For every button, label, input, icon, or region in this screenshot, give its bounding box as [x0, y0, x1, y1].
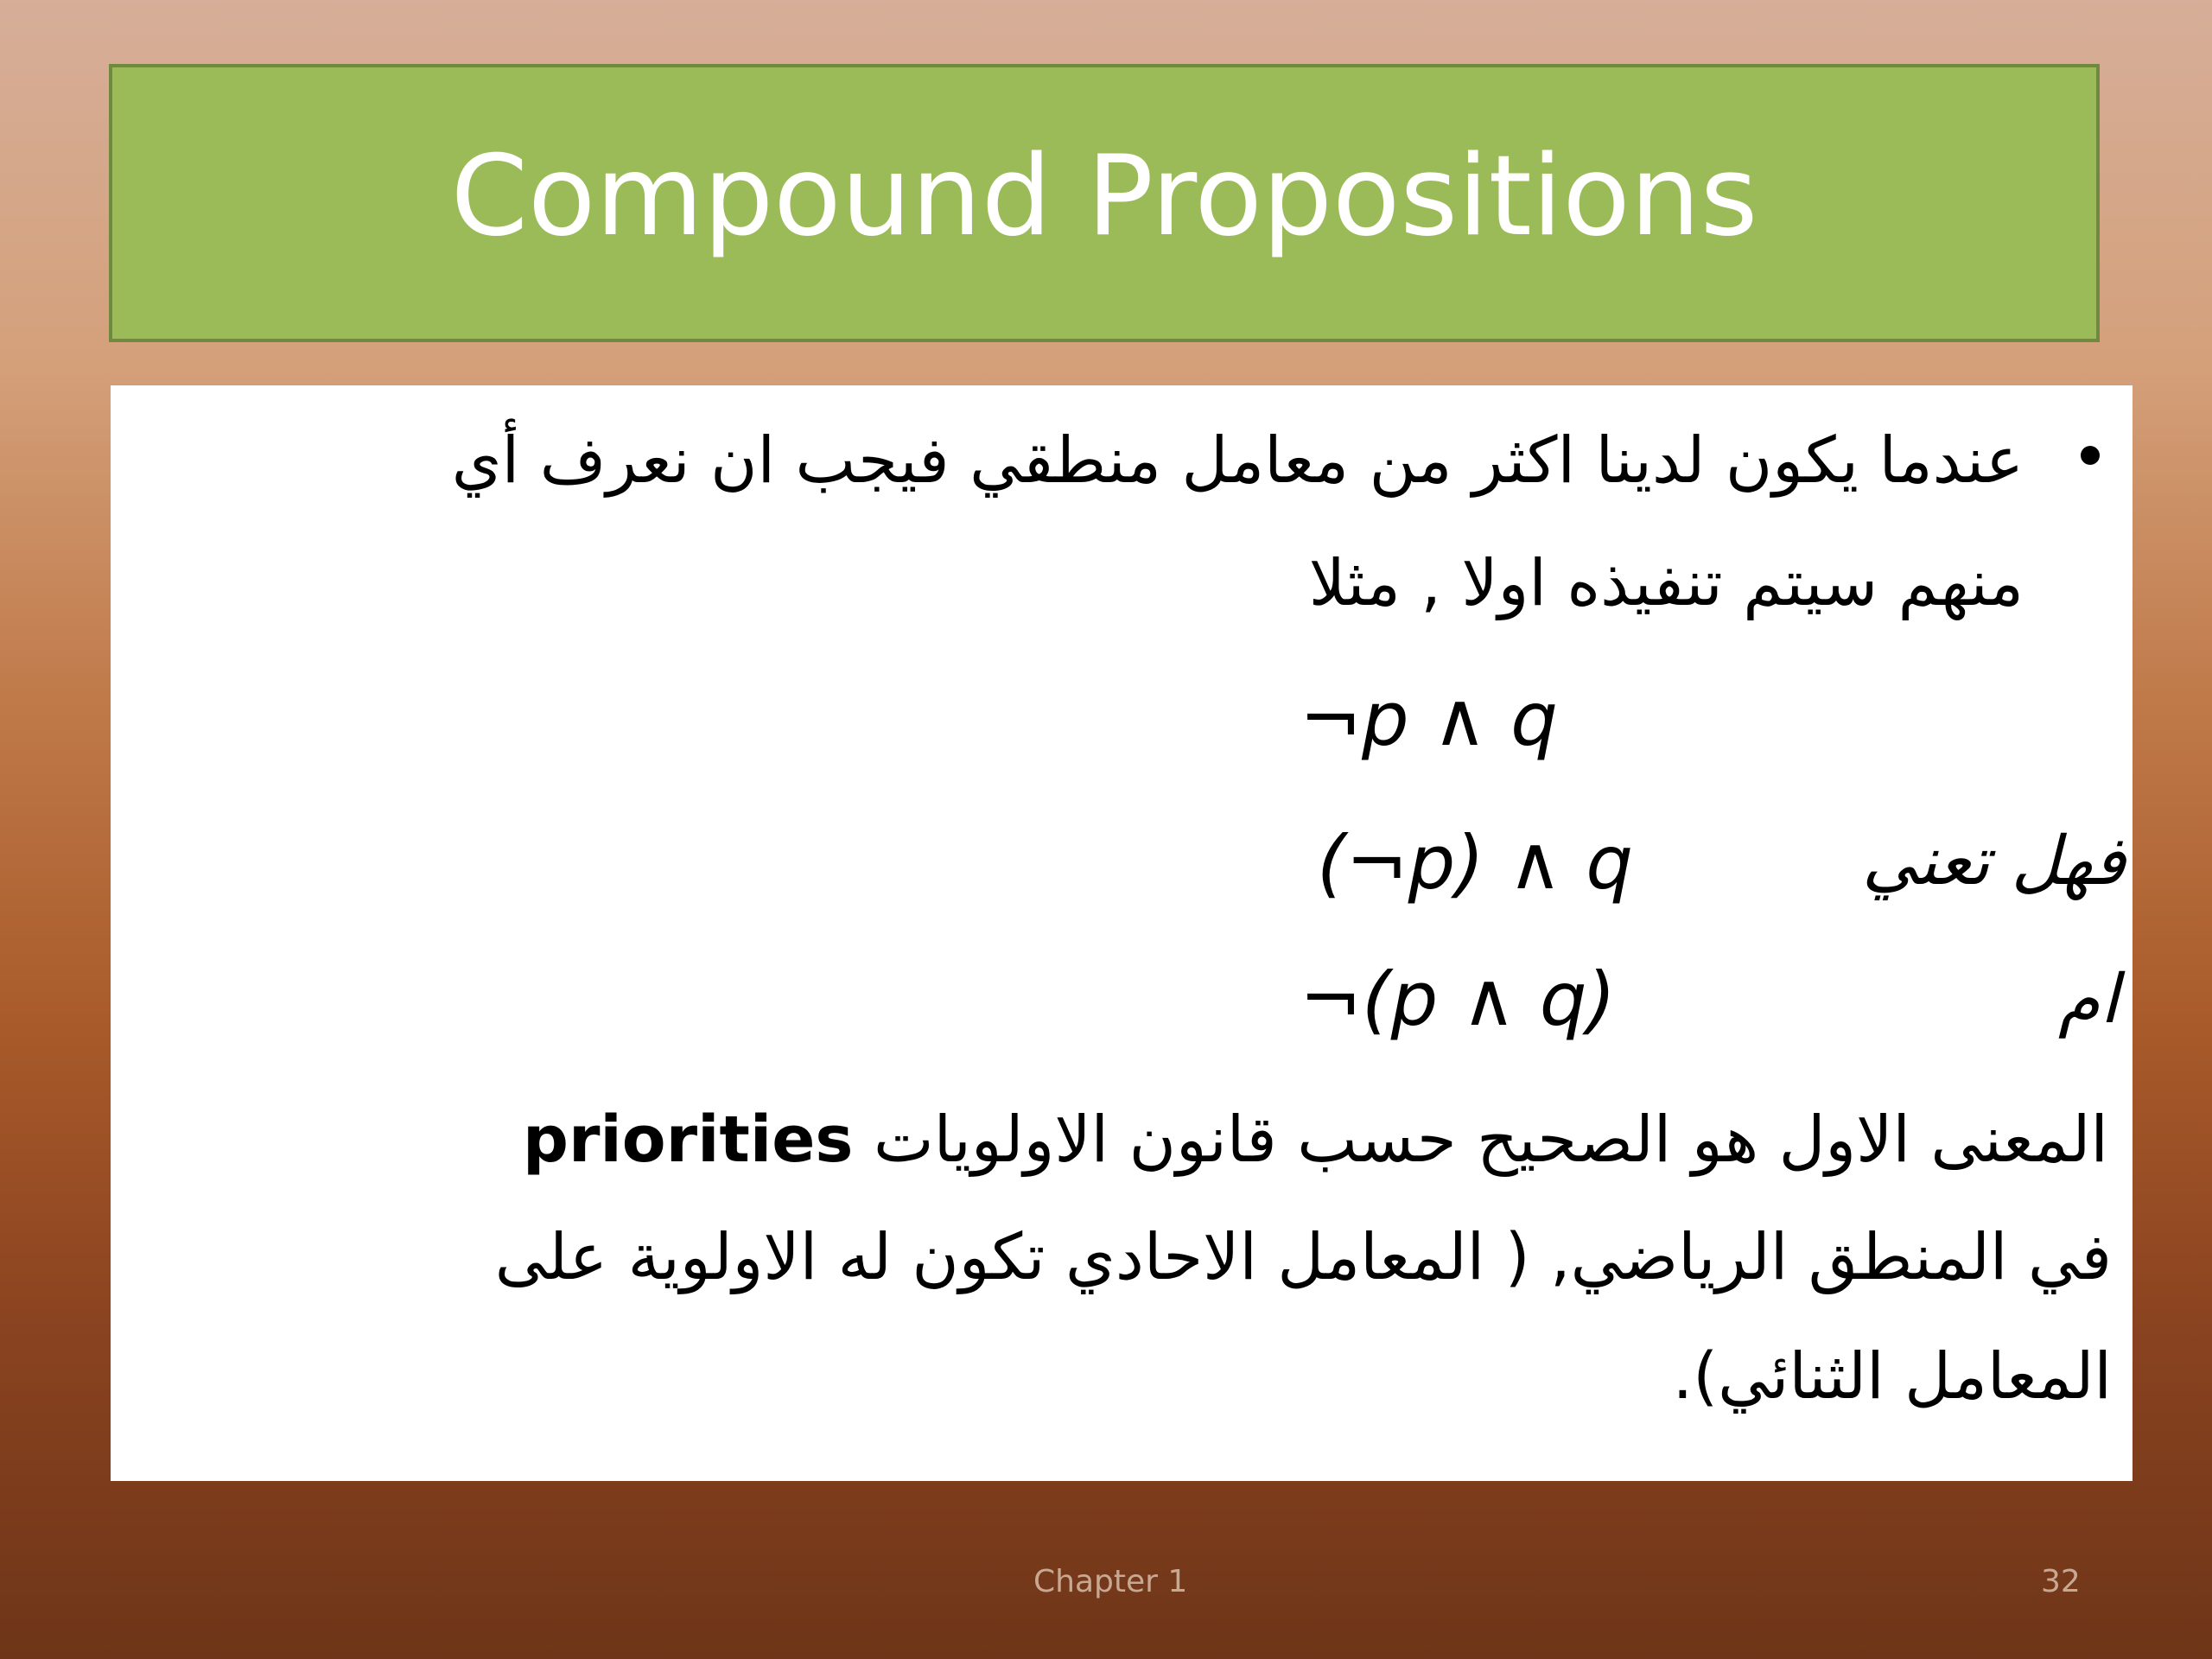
explanation-line-3: المعامل الثنائي). [1672, 1339, 2112, 1414]
footer-page-number: 32 [2041, 1564, 2081, 1599]
footer-chapter: Chapter 1 [1033, 1564, 1188, 1599]
expression-option-1: (¬p) ∧ q [1317, 820, 1633, 906]
explanation-line-2: في المنطق الرياضي, ( المعامل الاحادي تكون له الاولوية على [494, 1220, 2112, 1294]
bullet-line-1: عندما يكون لدينا اكثر من معامل منطقي فيجب ان نعرف أي [451, 423, 2024, 498]
bullet-icon [2081, 446, 2100, 465]
explanation-line-1-arabic: المعنى الاول هو الصحيح حسب قانون الاولويات [874, 1103, 2108, 1177]
expression-option-2: ¬(p ∧ q) [1300, 957, 1616, 1043]
slide-title: Compound Propositions [450, 132, 1758, 261]
content-box [111, 385, 2133, 1481]
question-label: فهل تعني [1862, 823, 2126, 900]
explanation-line-1-english: priorities [522, 1103, 854, 1177]
title-box [109, 64, 2100, 342]
expression-main: ¬p ∧ q [1300, 677, 1558, 763]
bullet-line-2: منهم سيتم تنفيذه اولا , مثلا [1308, 546, 2024, 620]
or-label: ام [2058, 961, 2119, 1039]
explanation-line-1 [522, 1103, 2108, 1177]
